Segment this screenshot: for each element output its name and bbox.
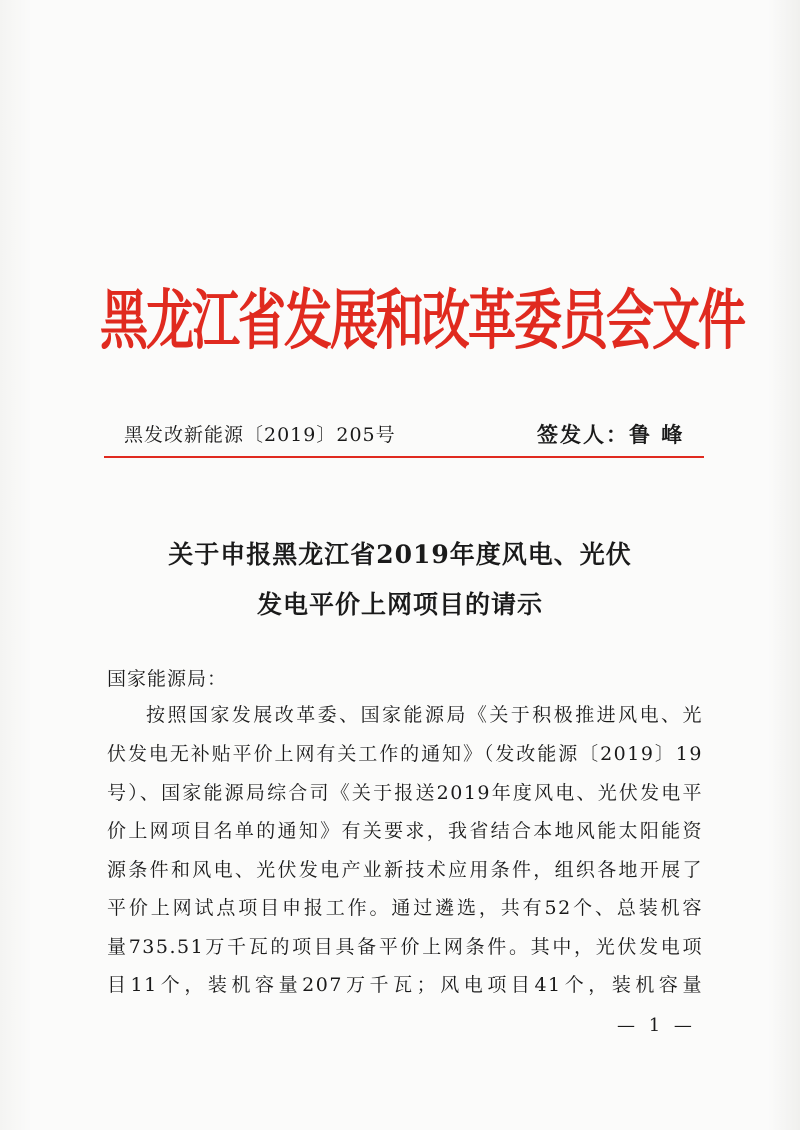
body-line: 平价上网试点项目申报工作。通过遴选，共有52个、总装机容	[107, 897, 703, 919]
subject-title-line-1: 关于申报黑龙江省2019年度风电、光伏	[168, 540, 632, 569]
body-line: 量735.51万千瓦的项目具备平价上网条件。其中，光伏发电项	[107, 936, 703, 958]
body-line: 目11个，装机容量207万千瓦；风电项目41个，装机容量	[107, 974, 703, 996]
document-number: 黑发改新能源〔2019〕205号	[124, 424, 396, 446]
red-separator-line	[104, 456, 704, 458]
issuer-title: 黑龙江省发展和改革委员会文件	[100, 282, 745, 359]
subject-title-line-2: 发电平价上网项目的请示	[256, 590, 543, 619]
body-line: 源条件和风电、光伏发电产业新技术应用条件，组织各地开展了	[107, 859, 703, 881]
body-line: 伏发电无补贴平价上网有关工作的通知》（发改能源〔2019〕19	[107, 743, 703, 765]
signer: 签发人：鲁 峰	[537, 422, 685, 447]
addressee: 国家能源局：	[107, 668, 228, 690]
body-line: 号）、国家能源局综合司《关于报送2019年度风电、光伏发电平	[107, 782, 703, 804]
body-line: 按照国家发展改革委、国家能源局《关于积极推进风电、光	[146, 704, 703, 726]
page-number: — 1 —	[617, 1015, 696, 1036]
body-line: 价上网项目名单的通知》有关要求，我省结合本地风能太阳能资	[107, 820, 703, 842]
